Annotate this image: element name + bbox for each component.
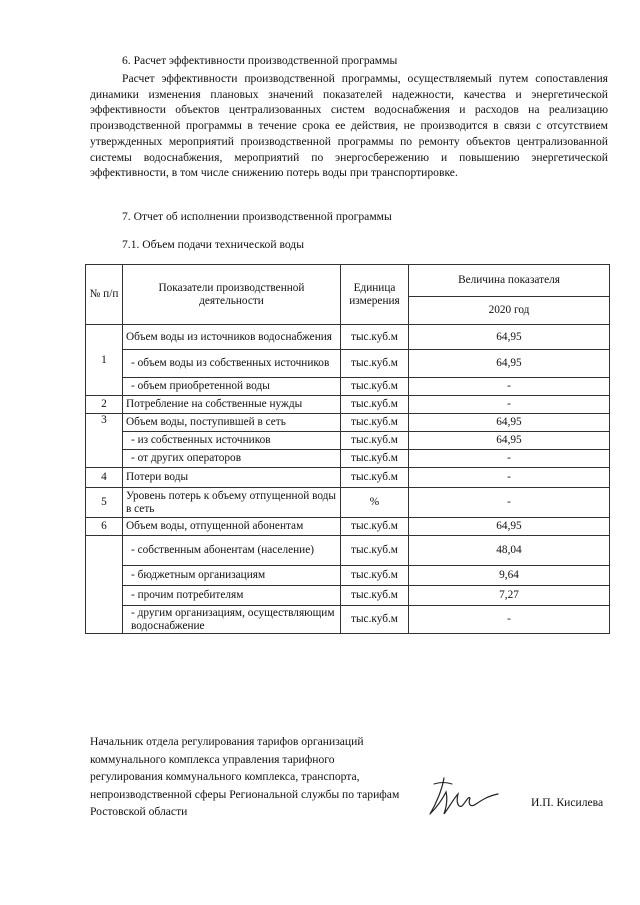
header-num: № п/п bbox=[86, 265, 123, 325]
header-indicator: Показатели производственной деятельности bbox=[123, 265, 341, 325]
cell-num: 5 bbox=[86, 488, 123, 518]
table-row bbox=[86, 468, 610, 488]
cell-value: - bbox=[409, 450, 610, 468]
table-row bbox=[86, 325, 610, 350]
cell-value: 64,95 bbox=[409, 518, 610, 536]
cell-unit: тыс.куб.м bbox=[341, 350, 409, 378]
section-6-paragraph: Расчет эффективности производственной программы, осуществляемый путем сопоставления динамики изменения плановых значений показателей надежности, качества и энергетической эффективности объектов централизованных систем водоснабжения и расходов на реализацию производственной программы в течение срока ее действия, не производится в связи с отсутствием утвержденных мероприятий производственной программы по ремонту объектов централизованной системы водоснабжения, мероприятий по энергосбережению и повышению энергетической эффективности, в том числе снижению потерь воды при транспортировке. bbox=[90, 72, 608, 180]
cell-indicator: Уровень потерь к объему отпущенной воды в сеть bbox=[123, 488, 341, 518]
table-row bbox=[86, 566, 610, 586]
cell-unit: тыс.куб.м bbox=[341, 450, 409, 468]
cell-unit: тыс.куб.м bbox=[341, 414, 409, 432]
table-row bbox=[86, 488, 610, 518]
cell-indicator: - другим организациям, осуществляющим водоснабжение bbox=[123, 606, 341, 634]
cell-indicator: - объем приобретенной воды bbox=[123, 378, 341, 396]
table-row bbox=[86, 378, 610, 396]
cell-unit: тыс.куб.м bbox=[341, 396, 409, 414]
cell-unit: тыс.куб.м bbox=[341, 586, 409, 606]
signatory-position: Начальник отдела регулирования тарифов организаций коммунального комплекса управления тарифного регулирования коммунального комплекса, транспорта, непроизводственной сферы Региональной службы по тарифам Ростовской области bbox=[90, 735, 400, 819]
cell-value: 48,04 bbox=[409, 536, 610, 566]
cell-indicator: - собственным абонентам (население) bbox=[123, 536, 341, 566]
section-7-1-heading: 7.1. Объем подачи технической воды bbox=[122, 238, 304, 251]
cell-indicator: Объем воды, поступившей в сеть bbox=[123, 414, 341, 432]
table-row bbox=[86, 350, 610, 378]
cell-indicator: Объем воды, отпущенной абонентам bbox=[123, 518, 341, 536]
table-row bbox=[86, 414, 610, 432]
cell-indicator: - из собственных источников bbox=[123, 432, 341, 450]
cell-indicator: - объем воды из собственных источников bbox=[123, 350, 341, 378]
cell-num: 6 bbox=[86, 518, 123, 536]
cell-unit: тыс.куб.м bbox=[341, 432, 409, 450]
water-supply-table bbox=[85, 264, 610, 634]
cell-value: - bbox=[409, 488, 610, 518]
cell-value: 64,95 bbox=[409, 350, 610, 378]
cell-value: 7,27 bbox=[409, 586, 610, 606]
cell-indicator: - от других операторов bbox=[123, 450, 341, 468]
table-row bbox=[86, 518, 610, 536]
cell-indicator: - прочим потребителям bbox=[123, 586, 341, 606]
cell-num: 1 bbox=[86, 325, 123, 396]
cell-value: 64,95 bbox=[409, 432, 610, 450]
table-row bbox=[86, 432, 610, 450]
cell-value: - bbox=[409, 378, 610, 396]
cell-indicator: - бюджетным организациям bbox=[123, 566, 341, 586]
cell-value: 64,95 bbox=[409, 325, 610, 350]
cell-value: - bbox=[409, 606, 610, 634]
table-header-row bbox=[86, 265, 610, 297]
cell-value: - bbox=[409, 468, 610, 488]
table-row bbox=[86, 450, 610, 468]
table-row bbox=[86, 606, 610, 634]
cell-num: 3 bbox=[86, 414, 123, 468]
section-6-heading: 6. Расчет эффективности производственной программы bbox=[122, 54, 398, 67]
cell-num: 2 bbox=[86, 396, 123, 414]
table-row bbox=[86, 536, 610, 566]
cell-value: - bbox=[409, 396, 610, 414]
cell-unit: тыс.куб.м bbox=[341, 518, 409, 536]
cell-value: 9,64 bbox=[409, 566, 610, 586]
table-row bbox=[86, 586, 610, 606]
cell-unit: тыс.куб.м bbox=[341, 536, 409, 566]
cell-num bbox=[86, 536, 123, 634]
cell-unit: тыс.куб.м bbox=[341, 606, 409, 634]
header-value: Величина показателя bbox=[409, 265, 610, 297]
cell-indicator: Объем воды из источников водоснабжения bbox=[123, 325, 341, 350]
handwritten-signature bbox=[422, 770, 502, 822]
cell-indicator: Потери воды bbox=[123, 468, 341, 488]
table-row bbox=[86, 396, 610, 414]
cell-value: 64,95 bbox=[409, 414, 610, 432]
header-year: 2020 год bbox=[409, 297, 610, 325]
cell-indicator: Потребление на собственные нужды bbox=[123, 396, 341, 414]
cell-unit: тыс.куб.м bbox=[341, 468, 409, 488]
cell-num: 4 bbox=[86, 468, 123, 488]
signatory-name: И.П. Кисилева bbox=[531, 796, 604, 809]
cell-unit: % bbox=[341, 488, 409, 518]
section-7-heading: 7. Отчет об исполнении производственной программы bbox=[122, 210, 392, 223]
cell-unit: тыс.куб.м bbox=[341, 325, 409, 350]
cell-unit: тыс.куб.м bbox=[341, 566, 409, 586]
cell-unit: тыс.куб.м bbox=[341, 378, 409, 396]
header-unit: Единица измерения bbox=[341, 265, 409, 325]
